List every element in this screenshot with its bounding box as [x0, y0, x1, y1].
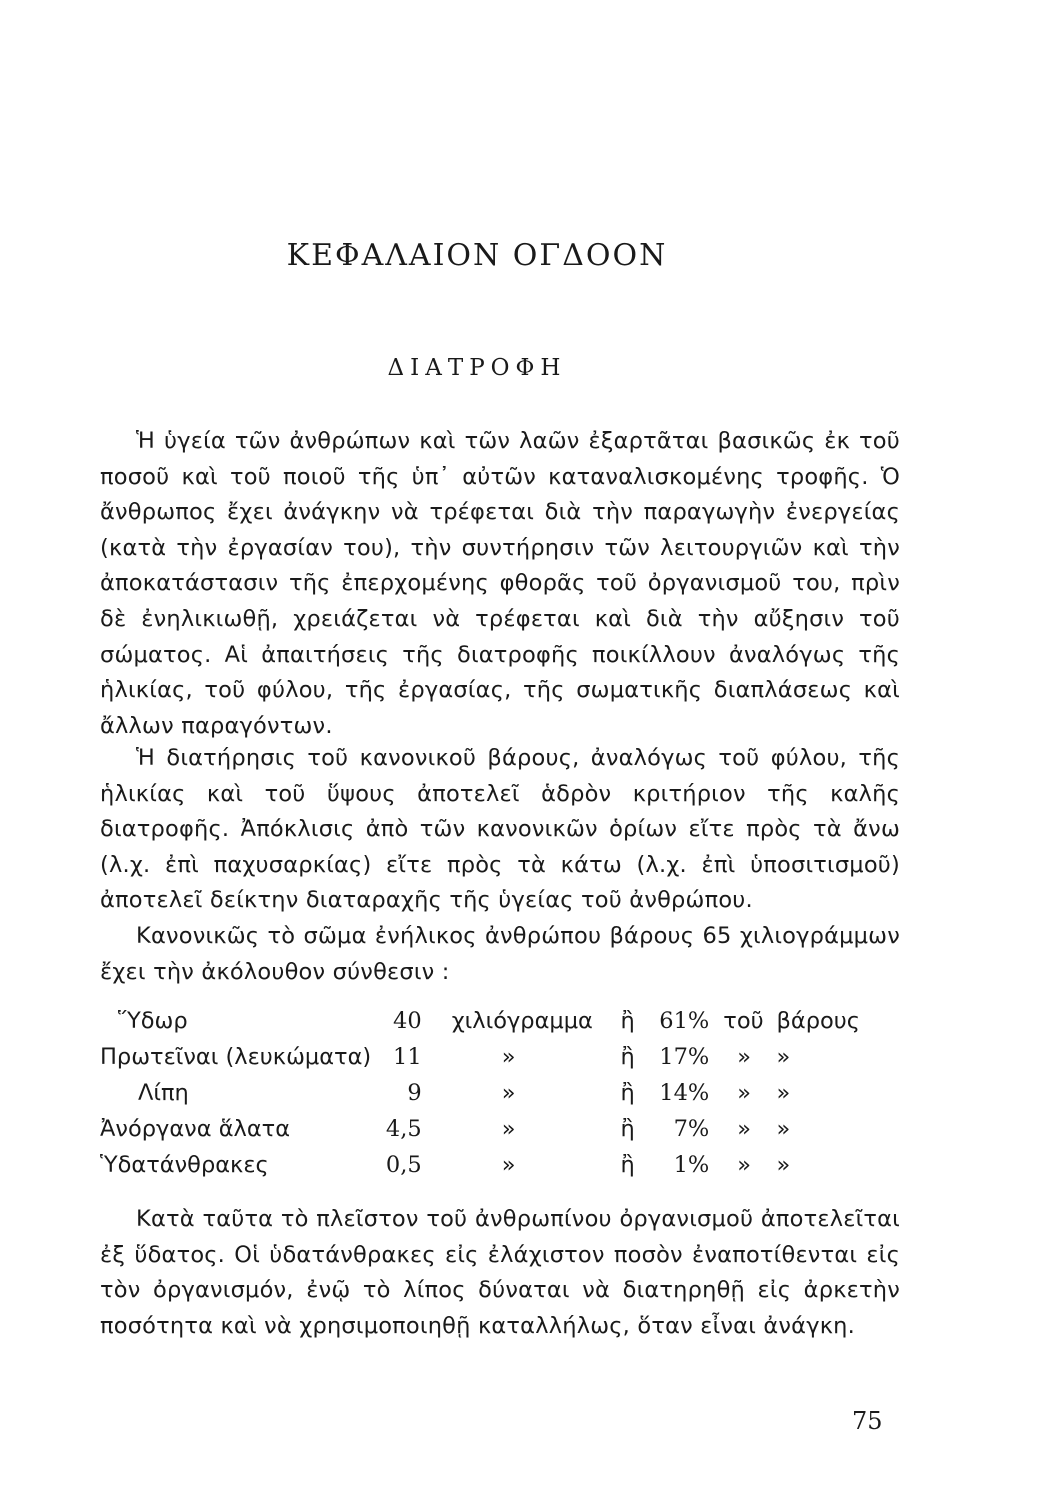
component-percent: 61%	[659, 1008, 710, 1034]
table-row	[100, 1003, 860, 1039]
table-row	[100, 1039, 860, 1075]
component-name: Ἀνόργανα ἅλατα	[100, 1116, 291, 1142]
table-row	[100, 1111, 860, 1147]
body-composition-table	[100, 1003, 860, 1183]
paragraph-text: Ἡ διατήρησις τοῦ κανονικοῦ βάρους, ἀναλόγως τοῦ φύλου, τῆς ἡλικίας καὶ τοῦ ὕψους ἀποτελεῖ ἁδρὸν κριτήριον τῆς καλῆς διατροφῆς. Ἀπόκλισις ἀπὸ τῶν κανονικῶν ὁρίων εἴτε πρὸς τὰ ἄνω (λ.χ. ἐπὶ παχυσαρκίας) εἴτε πρὸς τὰ κάτω (λ.χ. ἐπὶ ὑποσιτισμοῦ) ἀποτελεῖ δείκτην διαταραχῆς τῆς ὑγείας τοῦ ἀνθρώπου.	[100, 745, 900, 914]
component-suffix-1: »	[737, 1152, 752, 1178]
component-suffix-2: »	[776, 1116, 791, 1142]
component-unit: »	[501, 1152, 516, 1178]
page-number: 75	[852, 1407, 883, 1435]
paragraph-composition-intro	[100, 919, 900, 990]
component-kg: 4,5	[385, 1116, 422, 1142]
component-or: ἢ	[620, 1044, 635, 1070]
component-name: Ὕδωρ	[118, 1008, 188, 1034]
component-kg: 9	[407, 1080, 422, 1106]
component-name: Ὑδατάνθρακες	[100, 1152, 269, 1178]
component-kg: 0,5	[385, 1152, 422, 1178]
component-suffix-2: »	[776, 1044, 791, 1070]
component-unit: χιλιόγραμμα	[451, 1008, 593, 1034]
component-suffix-2: »	[776, 1152, 791, 1178]
component-or: ἢ	[620, 1116, 635, 1142]
component-suffix-2: βάρους	[776, 1008, 860, 1034]
paragraph-text: Κανονικῶς τὸ σῶμα ἐνήλικος ἀνθρώπου βάρους 65 χιλιογράμμων ἔχει τὴν ἀκόλουθον σύνθεσιν :	[100, 923, 900, 985]
chapter-title: ΚΕΦΑΛΑΙΟΝ ΟΓΔΟΟΝ	[286, 238, 668, 273]
component-kg: 40	[393, 1008, 422, 1034]
component-percent: 7%	[673, 1116, 710, 1142]
component-name: Λίπη	[138, 1080, 189, 1106]
component-percent: 17%	[659, 1044, 710, 1070]
paragraph-conclusion	[100, 1202, 900, 1344]
component-suffix-1: »	[737, 1116, 752, 1142]
component-suffix-1: »	[737, 1044, 752, 1070]
paragraph-weight	[100, 741, 900, 919]
component-percent: 1%	[673, 1152, 710, 1178]
component-percent: 14%	[659, 1080, 710, 1106]
paragraph-text: Ἡ ὑγεία τῶν ἀνθρώπων καὶ τῶν λαῶν ἐξαρτᾶται βασικῶς ἐκ τοῦ ποσοῦ καὶ τοῦ ποιοῦ τῆς ὑπ᾽ αὐτῶν καταναλισκομένης τροφῆς. Ὁ ἄνθρωπος ἔχει ἀνάγκην νὰ τρέφεται διὰ τὴν παραγωγὴν ἐνεργείας (κατὰ τὴν ἐργασίαν του), τὴν συντήρησιν τῶν λειτουργιῶν καὶ τὴν ἀποκατάστασιν τῆς ἐπερχομένης φθορᾶς τοῦ ὀργανισμοῦ του, πρὶν δὲ ἐνηλικιωθῇ, χρειάζεται νὰ τρέφεται καὶ διὰ τὴν αὔξησιν τοῦ σώματος. Αἱ ἀπαιτήσεις τῆς διατροφῆς ποικίλλουν ἀναλόγως τῆς ἡλικίας, τοῦ φύλου, τῆς ἐργασίας, τῆς σωματικῆς διαπλάσεως καὶ ἄλλων παραγόντων.	[100, 428, 900, 739]
component-suffix-1: τοῦ	[723, 1008, 764, 1034]
component-unit: »	[501, 1080, 516, 1106]
section-title: ΔΙΑΤΡΟΦΗ	[387, 355, 567, 381]
component-name: Πρωτεῖναι (λευκώματα)	[100, 1044, 372, 1070]
paragraph-text: Κατὰ ταῦτα τὸ πλεῖστον τοῦ ἀνθρωπίνου ὀργανισμοῦ ἀποτελεῖται ἐξ ὕδατος. Οἱ ὑδατάνθρακες εἰς ἐλάχιστον ποσὸν ἐναποτίθενται εἰς τὸν ὀργανισμόν, ἐνῷ τὸ λίπος δύναται νὰ διατηρηθῇ εἰς ἀρκετὴν ποσότητα καὶ νὰ χρησιμοποιηθῇ καταλλήλως, ὅταν εἶναι ἀνάγκη.	[100, 1206, 900, 1339]
component-or: ἢ	[620, 1080, 635, 1106]
component-suffix-2: »	[776, 1080, 791, 1106]
table-row	[100, 1147, 860, 1183]
table-row	[100, 1075, 860, 1111]
component-or: ἢ	[620, 1008, 635, 1034]
component-kg: 11	[393, 1044, 422, 1070]
component-or: ἢ	[620, 1152, 635, 1178]
paragraph-intro	[100, 424, 900, 744]
component-suffix-1: »	[737, 1080, 752, 1106]
component-unit: »	[501, 1116, 516, 1142]
component-unit: »	[501, 1044, 516, 1070]
